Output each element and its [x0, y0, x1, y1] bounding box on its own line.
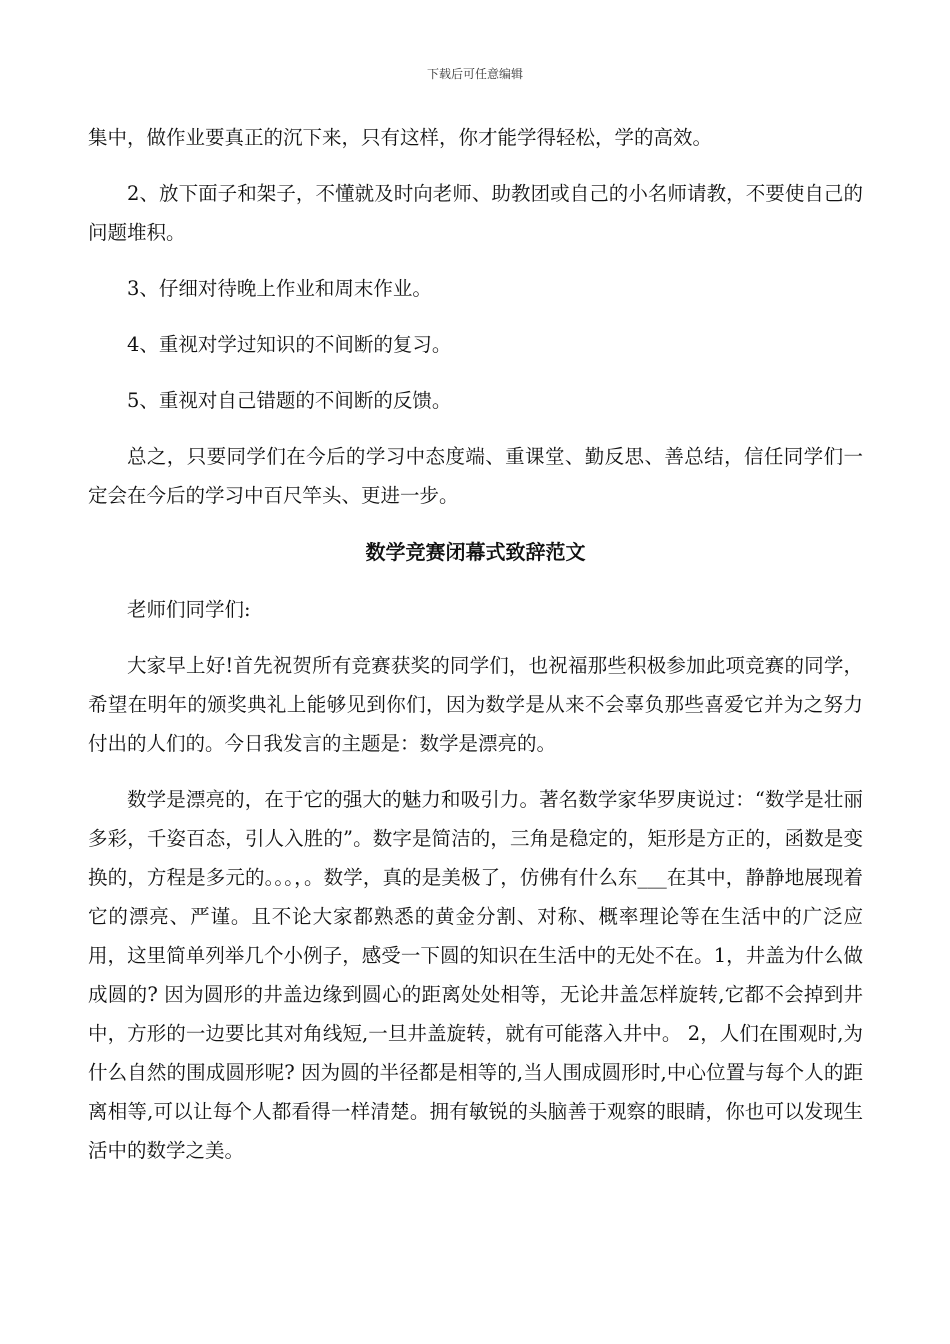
continuation-paragraph: 集中，做作业要真正的沉下来，只有这样，你才能学得轻松，学的高效。 [88, 126, 713, 149]
list-item: 2、放下面子和架子，不懂就及时向老师、助教团或自己的小名师请教，不要使自己的问题堆积。 [88, 182, 863, 244]
body-paragraph: 数学是漂亮的，在于它的强大的魅力和吸引力。著名数学家华罗庚说过：“数学是壮丽多彩，千姿百态，引人入胜的”。数字是简洁的，三角是稳定的，矩形是方正的，函数是变换的，方程是多元的。。。，。数学，真的是美极了，仿佛有什么东___在其中，静静地展现着它的漂亮、严谨。且不论大家都熟悉的黄金分割、对称、概率理论等在生活中的广泛应用，这里简单列举几个小例子，感受一下圆的知识在生活中的无处不在。1，井盖为什么做成圆的? 因为圆形的井盖边缘到圆心的距离处处相等，无论井盖怎样旋转,它都不会掉到井中，方形的一边要比其对角线短,一旦井盖旋转，就有可能落入井中。 2，人们在围观时,为什么自然的围成圆形呢? 因为圆的半径都是相等的,当人围成圆形时,中心位置与每个人的距离相等,可以让每个人都看得一样清楚。拥有敏锐的头脑善于观察的眼睛，你也可以发现生活中的数学之美。 [88, 788, 863, 1162]
list-item: 3、仔细对待晚上作业和周末作业。 [127, 277, 432, 300]
body-paragraph: 大家早上好!首先祝贺所有竞赛获奖的同学们，也祝福那些积极参加此项竞赛的同学，希望在明年的颁奖典礼上能够见到你们，因为数学是从来不会辜负那些喜爱它并为之努力付出的人们的。今日我发言的主题是：数学是漂亮的。 [88, 654, 863, 755]
page-header-note: 下载后可任意编辑 [426, 67, 523, 81]
list-item: 5、重视对自己错题的不间断的反馈。 [127, 389, 452, 412]
list-item: 4、重视对学过知识的不间断的复习。 [127, 333, 452, 356]
document-title: 数学竞赛闭幕式致辞范文 [365, 540, 586, 564]
salutation: 老师们同学们: [127, 598, 251, 621]
summary-paragraph: 总之，只要同学们在今后的学习中态度端、重课堂、勤反思、善总结，信任同学们一定会在今后的学习中百尺竿头、更进一步。 [88, 445, 863, 507]
document-body [88, 118, 863, 1187]
